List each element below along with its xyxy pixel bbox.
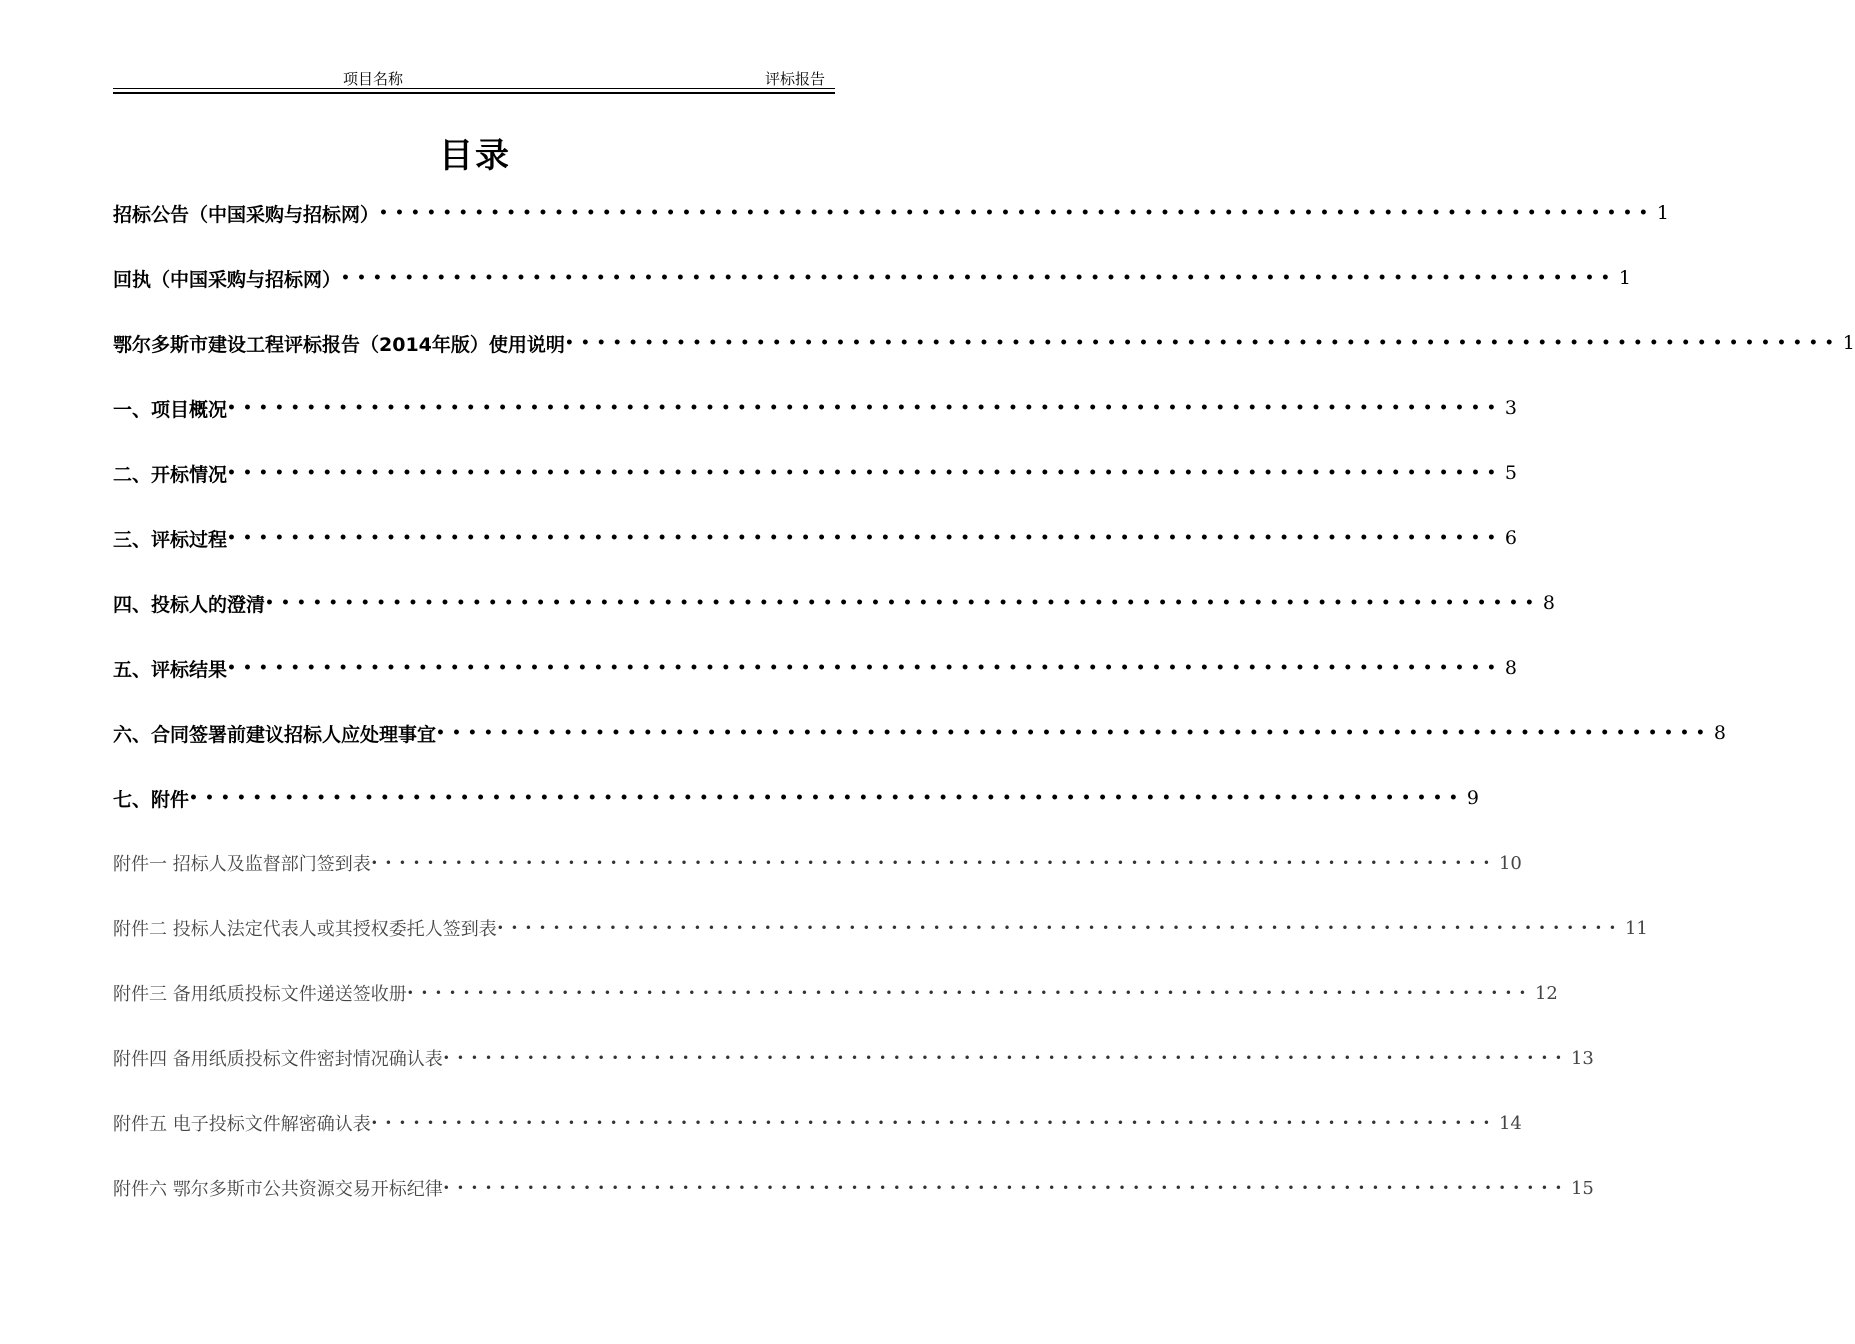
toc-entry-title: 附件一 招标人及监督部门签到表	[113, 854, 371, 875]
toc-dot-leader: ••••••••••••••••••••••••••••••••••••••••••••••••••••••••••••••••••••••••••••••••	[341, 270, 1617, 286]
toc-dot-leader: ••••••••••••••••••••••••••••••••••••••••••••••••••••••••••••••••••••••••••••••••	[227, 530, 1503, 546]
toc-entry[interactable]	[113, 848, 1522, 878]
header-rule-thick	[113, 92, 835, 94]
toc-dot-leader: ••••••••••••••••••••••••••••••••••••••••••••••••••••••••••••••••••••••••••••••••	[496, 921, 1623, 935]
header-report-label: 评标报告	[764, 70, 825, 88]
toc-entry[interactable]	[113, 328, 1855, 358]
toc-entry-title: 附件五 电子投标文件解密确认表	[113, 1114, 371, 1135]
toc-dot-leader: ••••••••••••••••••••••••••••••••••••••••••••••••••••••••••••••••••••••••••••••••	[442, 1181, 1569, 1195]
toc-page-number: 13	[1570, 1047, 1594, 1069]
toc-dot-leader: ••••••••••••••••••••••••••••••••••••••••••••••••••••••••••••••••••••••••••••••••	[564, 335, 1841, 351]
toc-entry[interactable]	[113, 783, 1479, 813]
toc-dot-leader: ••••••••••••••••••••••••••••••••••••••••••••••••••••••••••••••••••••••••••••••••	[406, 986, 1533, 1000]
toc-entry[interactable]	[113, 653, 1517, 683]
toc-page-number: 8	[1504, 657, 1517, 679]
header-project-name: 项目名称	[342, 70, 403, 88]
toc-dot-leader: ••••••••••••••••••••••••••••••••••••••••••••••••••••••••••••••••••••••••••••••••	[370, 856, 1497, 870]
toc-entry[interactable]	[113, 1108, 1522, 1138]
toc-page-number: 10	[1498, 852, 1522, 874]
page-title: 目录	[439, 136, 511, 176]
toc-dot-leader: ••••••••••••••••••••••••••••••••••••••••••••••••••••••••••••••••••••••••••••••••	[227, 400, 1503, 416]
header-rule-thin	[113, 88, 835, 89]
toc-dot-leader: ••••••••••••••••••••••••••••••••••••••••••••••••••••••••••••••••••••••••••••••••	[227, 465, 1503, 481]
toc-dot-leader: ••••••••••••••••••••••••••••••••••••••••••••••••••••••••••••••••••••••••••••••••	[265, 595, 1541, 611]
toc-entry-title: 附件二 投标人法定代表人或其授权委托人签到表	[113, 919, 497, 940]
toc-page-number: 9	[1466, 787, 1479, 809]
toc-entry-title: 一、项目概况	[113, 398, 228, 421]
toc-entry[interactable]	[113, 913, 1648, 943]
toc-dot-leader: ••••••••••••••••••••••••••••••••••••••••••••••••••••••••••••••••••••••••••••••••	[227, 660, 1503, 676]
toc-dot-leader: ••••••••••••••••••••••••••••••••••••••••••••••••••••••••••••••••••••••••••••••••	[436, 725, 1712, 741]
toc-entry[interactable]	[113, 458, 1517, 488]
toc-dot-leader: ••••••••••••••••••••••••••••••••••••••••••••••••••••••••••••••••••••••••••••••••	[379, 205, 1655, 221]
toc-page-number: 1	[1618, 267, 1631, 289]
toc-page-number: 5	[1504, 462, 1517, 484]
toc-entry[interactable]	[113, 978, 1558, 1008]
toc-page-number: 8	[1542, 592, 1555, 614]
toc-page-number: 14	[1498, 1112, 1522, 1134]
toc-page-number: 8	[1713, 722, 1726, 744]
toc-entry-title: 二、开标情况	[113, 463, 228, 486]
toc-entry-title: 附件三 备用纸质投标文件递送签收册	[113, 984, 407, 1005]
toc-entry-title: 七、附件	[113, 788, 190, 811]
toc-page-number: 1	[1656, 202, 1669, 224]
toc-entry-title: 回执（中国采购与招标网）	[113, 268, 342, 291]
toc-entry-title: 鄂尔多斯市建设工程评标报告（2014年版）使用说明	[113, 333, 565, 356]
toc-dot-leader: ••••••••••••••••••••••••••••••••••••••••••••••••••••••••••••••••••••••••••••••••	[189, 790, 1465, 806]
toc-page-number: 15	[1570, 1177, 1594, 1199]
toc-entry[interactable]	[113, 198, 1669, 228]
toc-entry-title: 三、评标过程	[113, 528, 228, 551]
toc-entry-title: 六、合同签署前建议招标人应处理事宜	[113, 723, 437, 746]
toc-page-number: 1	[1842, 332, 1855, 354]
toc-entry-title: 附件四 备用纸质投标文件密封情况确认表	[113, 1049, 443, 1070]
toc-page-number: 3	[1504, 397, 1517, 419]
toc-page-number: 11	[1624, 917, 1648, 939]
toc-dot-leader: ••••••••••••••••••••••••••••••••••••••••••••••••••••••••••••••••••••••••••••••••	[442, 1051, 1569, 1065]
toc-entry[interactable]	[113, 1173, 1594, 1203]
toc-entry-title: 附件六 鄂尔多斯市公共资源交易开标纪律	[113, 1179, 443, 1200]
toc-entry[interactable]	[113, 1043, 1594, 1073]
toc-entry[interactable]	[113, 523, 1517, 553]
toc-entry[interactable]	[113, 393, 1517, 423]
toc-dot-leader: ••••••••••••••••••••••••••••••••••••••••••••••••••••••••••••••••••••••••••••••••	[370, 1116, 1497, 1130]
toc-page-number: 12	[1534, 982, 1558, 1004]
toc-entry[interactable]	[113, 588, 1555, 618]
toc-page-number: 6	[1504, 527, 1517, 549]
toc-entry-title: 招标公告（中国采购与招标网）	[113, 203, 380, 226]
toc-entry[interactable]	[113, 263, 1631, 293]
toc-entry[interactable]	[113, 718, 1726, 748]
toc-entry-title: 四、投标人的澄清	[113, 593, 266, 616]
toc-entry-title: 五、评标结果	[113, 658, 228, 681]
